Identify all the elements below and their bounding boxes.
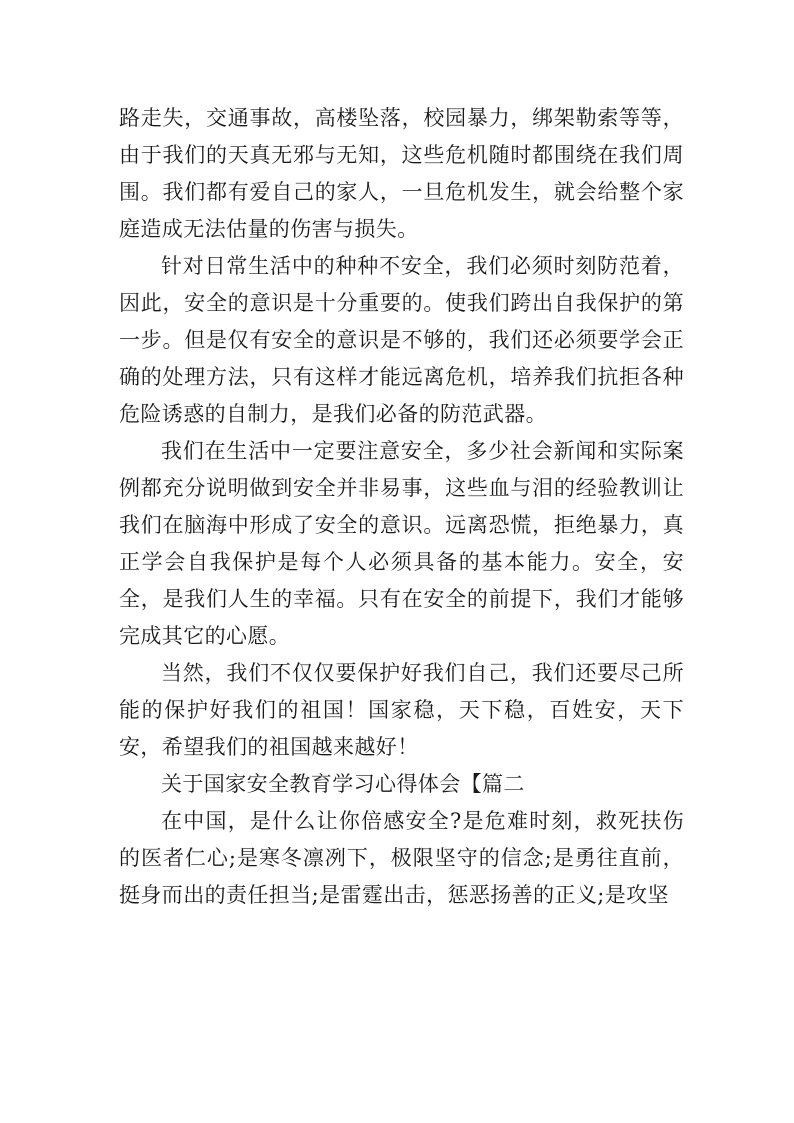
paragraph-4: 当然，我们不仅仅要保护好我们自己，我们还要尽己所能的保护好我们的祖国！国家稳，天下稳，百姓安，天下安，希望我们的祖国越来越好！ (119, 661, 684, 759)
paragraph-5: 在中国，是什么让你倍感安全?是危难时刻，救死扶伤的医者仁心;是寒冬凛冽下，极限坚守的信念;是勇往直前，挺身而出的责任担当;是雷霆出击，惩恶扬善的正义;是攻坚 (119, 809, 684, 907)
section-heading: 关于国家安全教育学习心得体会【篇二 (161, 772, 525, 796)
paragraph-2: 针对日常生活中的种种不安全，我们必须时刻防范着，因此，安全的意识是十分重要的。使我们跨出自我保护的第一步。但是仅有安全的意识是不够的，我们还必须要学会正确的处理方法，只有这样才能远离危机，培养我们抗拒各种危险诱惑的自制力，是我们必备的防范武器。 (119, 254, 684, 426)
paragraph-3: 我们在生活中一定要注意安全，多少社会新闻和实际案例都充分说明做到安全并非易事，这些血与泪的经验教训让我们在脑海中形成了安全的意识。远离恐慌，拒绝暴力，真正学会自我保护是每个人必须具备的基本能力。安全，安全，是我们人生的幸福。只有在安全的前提下，我们才能够完成其它的心愿。 (119, 439, 684, 648)
paragraph-1: 路走失，交通事故，高楼坠落，校园暴力，绑架勒索等等，由于我们的天真无邪与无知，这些危机随时都围绕在我们周围。我们都有爱自己的家人，一旦危机发生，就会给整个家庭造成无法估量的伤害与损失。 (119, 106, 684, 241)
